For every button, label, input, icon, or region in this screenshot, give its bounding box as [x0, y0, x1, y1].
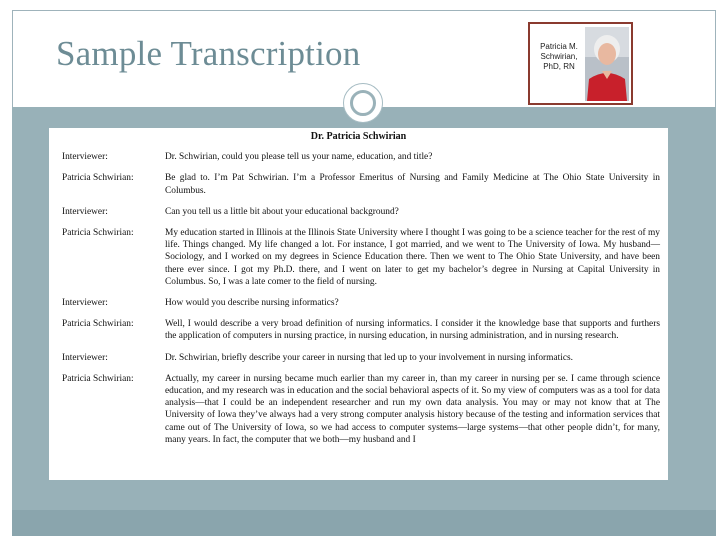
slide-title: Sample Transcription — [56, 34, 361, 73]
badge-name-line2: Schwirian, — [540, 52, 578, 61]
entry-speaker: Patricia Schwirian: — [62, 319, 134, 330]
transcript-entry — [49, 206, 668, 218]
entry-text: How would you describe nursing informatics? — [165, 298, 339, 309]
portrait-photo — [585, 27, 629, 101]
entry-speaker: Patricia Schwirian: — [62, 173, 134, 184]
transcript-entry — [49, 352, 668, 364]
entry-speaker: Interviewer: — [62, 152, 108, 163]
entry-speaker: Patricia Schwirian: — [62, 373, 134, 384]
transcript-entry — [49, 151, 668, 163]
entry-speaker: Patricia Schwirian: — [62, 228, 134, 239]
divider-ornament — [343, 83, 383, 123]
entry-text: Be glad to. I’m Pat Schwirian. I’m a Professor Emeritus of Nursing and Family Medicine at The Ohio State University in Columbus. — [165, 173, 660, 196]
badge-caption — [534, 42, 584, 72]
entry-text: Can you tell us a little bit about your educational background? — [165, 206, 399, 217]
entry-text: Actually, my career in nursing became much earlier than my career in, than my career in nursing per se. I came through science education, and my research was in education and the social behavioral aspects of it. So my view of computers was as a tool for data analysis—that I could be an independent researcher and run my own data analysis. You may or may not know that at The University of Iowa they’ve always had a very strong computer analysis history because of the testing and information services that came out of The University of Iowa, so we had access to computer systems—large systems—that other people didn’t, for many, many years. In fact, the computer that we both—my husband and I — [165, 373, 660, 445]
entry-text: My education started in Illinois at the Illinois State University where I thought I was going to be a science teacher for the rest of my life. Things changed. My life changed a lot. For instance, I got married, and we went to The University of Iowa. My husband—Sociology, and I worked on my degrees in Science Education there. Then we went to The Ohio State University, and have been there ever since. I got my Ph.D. there, and I went on later to get my bachelor’s degree in Nursing at Capital University in Columbus. So, I was a late comer to the field of nursing. — [165, 228, 660, 287]
transcript-title: Dr. Patricia Schwirian — [310, 131, 407, 142]
badge-name-line1: Patricia M. — [540, 42, 578, 51]
transcript-entry — [49, 318, 668, 342]
ornament-ring — [350, 90, 376, 116]
entry-speaker: Interviewer: — [62, 352, 108, 363]
transcript-entry — [49, 227, 668, 288]
bottom-strip — [12, 510, 716, 536]
speaker-badge — [528, 22, 633, 105]
entry-text: Dr. Schwirian, briefly describe your career in nursing that led up to your involvement in nursing informatics. — [165, 352, 573, 363]
transcript-entries — [49, 151, 668, 446]
transcript-entry — [49, 172, 668, 196]
transcript-document — [49, 128, 668, 480]
entry-text: Well, I would describe a very broad definition of nursing informatics. I consider it the knowledge base that supports and furthers the application of computers in nursing practice, in nursing education, in nursing administration, and in nursing research. — [165, 319, 660, 342]
entry-speaker: Interviewer: — [62, 298, 108, 309]
entry-text: Dr. Schwirian, could you please tell us your name, education, and title? — [165, 152, 433, 163]
badge-credentials: PhD, RN — [543, 62, 575, 71]
entry-speaker: Interviewer: — [62, 206, 108, 217]
transcript-entry — [49, 373, 668, 446]
transcript-entry — [49, 297, 668, 309]
